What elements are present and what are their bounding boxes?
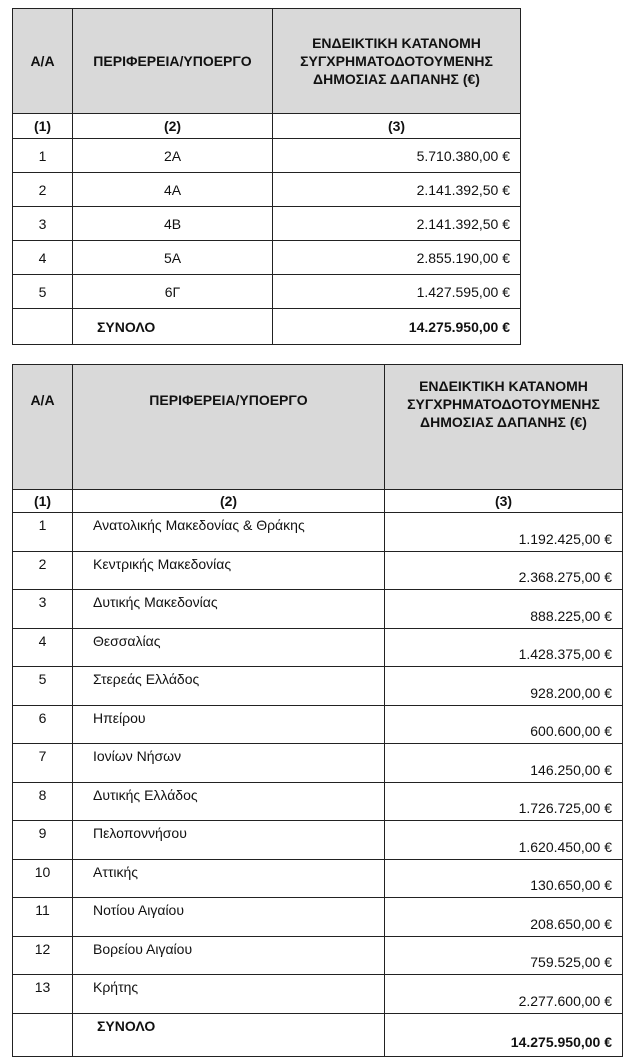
subheader-row <box>13 114 521 139</box>
allocation-table-regions <box>12 364 623 1057</box>
row-region: 2Α <box>73 139 273 173</box>
header-aa: Α/Α <box>13 365 73 490</box>
total-row <box>13 309 521 345</box>
row-aa: 2 <box>13 173 73 207</box>
row-region: Ηπείρου <box>73 705 385 744</box>
row-region: 6Γ <box>73 275 273 309</box>
table-row <box>13 975 623 1014</box>
header-amount-line1: ΕΝΔΕΙΚΤΙΚΗ ΚΑΤΑΝΟΜΗ <box>419 378 588 394</box>
row-region: 5Α <box>73 241 273 275</box>
total-empty-cell <box>13 1013 73 1056</box>
row-amount: 759.525,00 € <box>385 936 623 975</box>
row-amount: 2.141.392,50 € <box>273 173 521 207</box>
header-amount-line3: ΔΗΜΟΣΙΑΣ ΔΑΠΑΝΗΣ (€) <box>313 71 480 87</box>
table-row <box>13 551 623 590</box>
row-aa: 13 <box>13 975 73 1014</box>
row-aa: 5 <box>13 275 73 309</box>
row-amount: 130.650,00 € <box>385 859 623 898</box>
row-amount: 1.427.595,00 € <box>273 275 521 309</box>
row-aa: 1 <box>13 139 73 173</box>
header-amount-line3: ΔΗΜΟΣΙΑΣ ΔΑΠΑΝΗΣ (€) <box>420 414 587 430</box>
row-aa: 7 <box>13 744 73 783</box>
header-region: ΠΕΡΙΦΕΡΕΙΑ/ΥΠΟΕΡΓΟ <box>73 9 273 114</box>
table-row <box>13 936 623 975</box>
header-region: ΠΕΡΙΦΕΡΕΙΑ/ΥΠΟΕΡΓΟ <box>73 365 385 490</box>
row-aa: 8 <box>13 782 73 821</box>
row-region: Δυτικής Μακεδονίας <box>73 590 385 629</box>
table-row <box>13 898 623 937</box>
header-amount-line2: ΣΥΓΧΡΗΜΑΤΟΔΟΤΟΥΜΕΝΗΣ <box>300 53 493 69</box>
row-amount: 208.650,00 € <box>385 898 623 937</box>
row-aa: 5 <box>13 667 73 706</box>
row-region: Δυτικής Ελλάδος <box>73 782 385 821</box>
allocation-table-subprojects <box>12 8 521 345</box>
row-amount: 888.225,00 € <box>385 590 623 629</box>
row-amount: 146.250,00 € <box>385 744 623 783</box>
row-region: Κρήτης <box>73 975 385 1014</box>
table-row <box>13 275 521 309</box>
total-amount: 14.275.950,00 € <box>385 1013 623 1056</box>
header-amount-line2: ΣΥΓΧΡΗΜΑΤΟΔΟΤΟΥΜΕΝΗΣ <box>407 396 600 412</box>
table-row <box>13 241 521 275</box>
row-amount: 2.368.275,00 € <box>385 551 623 590</box>
table-row <box>13 705 623 744</box>
row-region: 4Α <box>73 173 273 207</box>
row-region: Βορείου Αιγαίου <box>73 936 385 975</box>
table-row <box>13 744 623 783</box>
row-region: Ανατολικής Μακεδονίας & Θράκης <box>73 513 385 552</box>
total-amount: 14.275.950,00 € <box>273 309 521 345</box>
subheader-1: (1) <box>13 490 73 513</box>
total-row <box>13 1013 623 1056</box>
table-row <box>13 628 623 667</box>
header-amount-line1: ΕΝΔΕΙΚΤΙΚΗ ΚΑΤΑΝΟΜΗ <box>312 35 481 51</box>
row-aa: 1 <box>13 513 73 552</box>
row-amount: 928.200,00 € <box>385 667 623 706</box>
row-aa: 9 <box>13 821 73 860</box>
table-row <box>13 590 623 629</box>
row-amount: 1.428.375,00 € <box>385 628 623 667</box>
row-region: Θεσσαλίας <box>73 628 385 667</box>
total-label: ΣΥΝΟΛΟ <box>73 309 273 345</box>
table-row <box>13 821 623 860</box>
row-region: Αττικής <box>73 859 385 898</box>
row-aa: 12 <box>13 936 73 975</box>
header-row <box>13 365 623 490</box>
row-aa: 4 <box>13 241 73 275</box>
row-aa: 3 <box>13 207 73 241</box>
subheader-row <box>13 490 623 513</box>
row-amount: 5.710.380,00 € <box>273 139 521 173</box>
subheader-1: (1) <box>13 114 73 139</box>
row-aa: 3 <box>13 590 73 629</box>
row-amount: 2.855.190,00 € <box>273 241 521 275</box>
header-aa: Α/Α <box>13 9 73 114</box>
total-empty-cell <box>13 309 73 345</box>
row-region: Νοτίου Αιγαίου <box>73 898 385 937</box>
row-amount: 2.141.392,50 € <box>273 207 521 241</box>
header-amount <box>273 9 521 114</box>
table-row <box>13 513 623 552</box>
table-row <box>13 173 521 207</box>
row-region: Κεντρικής Μακεδονίας <box>73 551 385 590</box>
total-label: ΣΥΝΟΛΟ <box>73 1013 385 1056</box>
subheader-2: (2) <box>73 114 273 139</box>
row-aa: 2 <box>13 551 73 590</box>
row-region: Πελοποννήσου <box>73 821 385 860</box>
row-region: Στερεάς Ελλάδος <box>73 667 385 706</box>
table-row <box>13 139 521 173</box>
subheader-2: (2) <box>73 490 385 513</box>
row-region: 4Β <box>73 207 273 241</box>
row-aa: 6 <box>13 705 73 744</box>
table-row <box>13 667 623 706</box>
row-amount: 1.726.725,00 € <box>385 782 623 821</box>
subheader-3: (3) <box>385 490 623 513</box>
row-aa: 4 <box>13 628 73 667</box>
row-amount: 1.192.425,00 € <box>385 513 623 552</box>
header-row <box>13 9 521 114</box>
table-row <box>13 859 623 898</box>
table-row <box>13 782 623 821</box>
row-aa: 11 <box>13 898 73 937</box>
row-region: Ιονίων Νήσων <box>73 744 385 783</box>
row-aa: 10 <box>13 859 73 898</box>
row-amount: 2.277.600,00 € <box>385 975 623 1014</box>
subheader-3: (3) <box>273 114 521 139</box>
table-row <box>13 207 521 241</box>
row-amount: 600.600,00 € <box>385 705 623 744</box>
row-amount: 1.620.450,00 € <box>385 821 623 860</box>
header-amount <box>385 365 623 490</box>
